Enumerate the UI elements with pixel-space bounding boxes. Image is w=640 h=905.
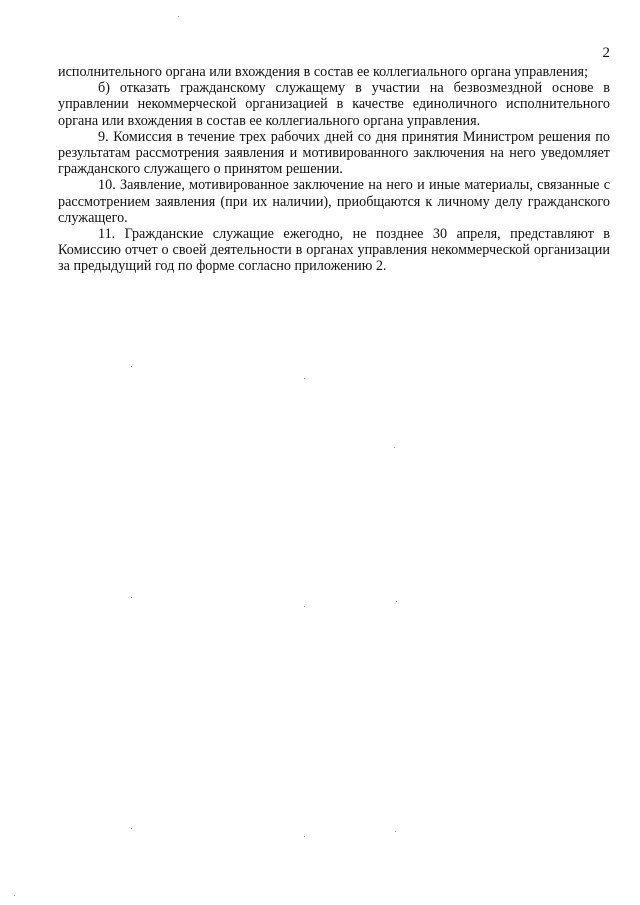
paragraph-item-b: б) отказать гражданскому служащему в участии на безвозмездной основе в управлении некоммерческой организацией в качестве единоличного исполнительного органа или вхождения в состав ее коллегиального органа управления. — [58, 80, 610, 129]
scan-speck — [304, 378, 305, 379]
scan-speck — [131, 828, 132, 829]
scan-speck — [14, 895, 15, 896]
scan-speck — [178, 16, 179, 17]
scan-speck — [304, 836, 305, 837]
paragraph-continuation: исполнительного органа или вхождения в состав ее коллегиального органа управления; — [58, 64, 589, 80]
scan-speck — [131, 597, 132, 598]
paragraph-item-9: 9. Комиссия в течение трех рабочих дней со дня принятия Министром решения по результатам рассмотрения заявления и мотивированного заключения на него уведомляет гражданского служащего о принятом решении. — [58, 128, 610, 178]
scan-speck — [304, 606, 305, 607]
scan-speck — [394, 447, 395, 448]
scan-speck — [396, 601, 397, 602]
paragraph-item-11: 11. Гражданские служащие ежегодно, не позднее 30 апреля, представляют в Комиссию отчет о своей деятельности в органах управления некоммерческой организации за предыдущий год по форме согласно приложению 2. — [58, 226, 610, 275]
page-number: 2 — [602, 45, 610, 61]
document-body — [58, 64, 610, 275]
scan-speck — [395, 831, 396, 832]
paragraph-item-10: 10. Заявление, мотивированное заключение на него и иные материалы, связанные с рассмотрением заявления (при их наличии), приобщаются к личному делу гражданского служащего. — [58, 177, 610, 226]
scan-speck — [131, 366, 132, 367]
